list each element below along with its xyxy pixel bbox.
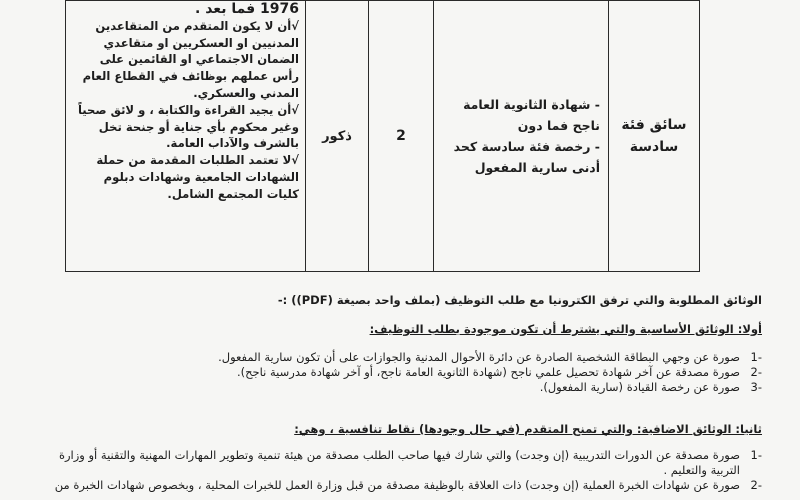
item-number: -3 bbox=[750, 380, 762, 394]
job-requirements-table bbox=[65, 0, 700, 272]
list-item bbox=[30, 448, 762, 478]
list-item bbox=[30, 478, 762, 493]
job-title: سائق فئة سادسة bbox=[621, 117, 687, 155]
basic-documents-list bbox=[30, 350, 762, 395]
item-text: صورة عن وجهي البطاقة الشخصية الصادرة عن دائرة الأحوال المدنية والجوازات على أن تكون سارية المفعول. bbox=[218, 350, 740, 364]
qualification-item: - شهادة الثانوية العامة ناجح فما دون bbox=[463, 97, 600, 133]
condition-item: √لا تعتمد الطلبات المقدمة من حملة الشهادات الجامعية وشهادات دبلوم كليات المجتمع الشامل. bbox=[96, 153, 299, 201]
table-row bbox=[66, 1, 700, 272]
item-text: صورة مصدقة عن آخر شهادة تحصيل علمي ناجح (شهادة الثانوية العامة ناجح، أو آخر شهادة مدرسية ناجح). bbox=[236, 365, 740, 379]
job-title-cell bbox=[609, 1, 700, 272]
condition-item: √أن لا يكون المتقدم من المتقاعدين المدنيين او العسكريين او متقاعدي الضمان الاجتماعي او القائمين على رأس عملهم بوظائف في القطاع العام المدني والعسكري. bbox=[82, 18, 299, 100]
item-text: صورة عن شهادات الخبرة العملية (إن وجدت) ذات العلاقة بالوظيفة مصدقة من قبل وزارة العمل للخبرات المحلية ، وبخصوص شهادات الخبرة من bbox=[54, 478, 740, 492]
item-number: -2 bbox=[750, 365, 762, 379]
item-number: -1 bbox=[750, 350, 762, 364]
extra-documents-heading: ثانيا: الوثائق الاضافية: والتي تمنح المتقدم (في حال وجودها) نقاط تنافسية ، وهي: bbox=[294, 422, 762, 436]
condition-item: √أن يجيد القراءة والكتابة ، و لائق صحياً وغير محكوم بأي جناية أو جنحة تخل بالشرف والآداب العامة. bbox=[77, 102, 299, 151]
qualification-item: - رخصة فئة سادسة كحد أدنى سارية المفعول bbox=[453, 139, 600, 175]
qualifications-cell bbox=[434, 1, 609, 272]
extra-documents-list bbox=[30, 448, 762, 493]
basic-documents-heading: أولا: الوثائق الأساسية والتي يشترط أن تكون موجودة بطلب التوظيف: bbox=[369, 322, 762, 336]
list-item bbox=[30, 365, 762, 380]
item-number: -1 bbox=[750, 448, 762, 462]
gender: ذكور bbox=[322, 128, 352, 144]
item-text: صورة مصدقة عن الدورات التدريبية (إن وجدت) والتي شارك فيها صاحب الطلب مصدقة من هيئة تنمية وتطوير المهارات المهنية والتقنية أو وزارة التربية والتعليم . bbox=[58, 448, 740, 477]
item-text: صورة عن رخصة القيادة (سارية المفعول). bbox=[539, 380, 740, 394]
position-count: 2 bbox=[396, 128, 406, 144]
conditions-cell bbox=[66, 1, 306, 272]
list-item bbox=[30, 350, 762, 365]
gender-cell bbox=[306, 1, 369, 272]
list-item bbox=[30, 380, 762, 395]
item-number: -2 bbox=[750, 478, 762, 492]
count-cell bbox=[369, 1, 434, 272]
birth-year-condition: 1976 فما بعد . bbox=[195, 1, 299, 17]
documents-heading: الوثائق المطلوبة والتي ترفق الكترونيا مع طلب التوظيف (بملف واحد بصيغة (PDF)) :- bbox=[277, 293, 762, 307]
